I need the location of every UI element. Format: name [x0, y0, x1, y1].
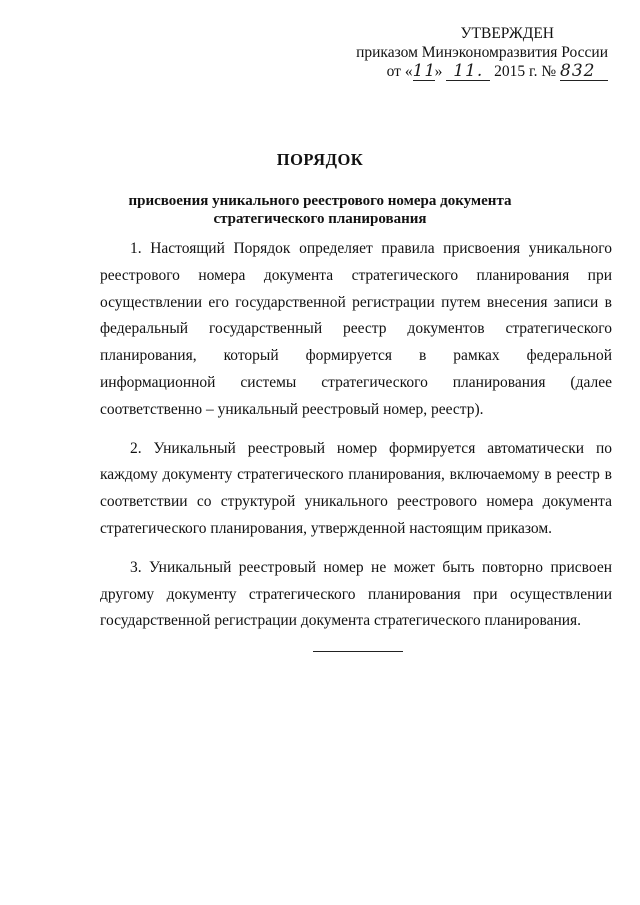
date-close-quote: »: [434, 63, 443, 80]
document-title: ПОРЯДОК: [276, 150, 364, 169]
approval-title: УТВЕРЖДЕН: [460, 25, 554, 42]
approval-date-line: [278, 62, 608, 81]
paragraph-3: 3. Уникальный реестровый номер не может быть повторно присвоен другому документу стратегического планирования при осуществлении государственной регистрации документа стратегического планирования.: [100, 558, 612, 630]
handwritten-day: 11: [412, 61, 437, 81]
approval-block: [278, 24, 608, 81]
document-subtitle: присвоения уникального реестрового номера документа стратегического планирования: [128, 193, 512, 227]
document-body: [100, 236, 612, 647]
paragraph-1: 1. Настоящий Порядок определяет правила присвоения уникального реестрового номера документа стратегического планирования при осуществлении его государственной регистрации путем внесения записи в федеральный государственный реестр документов стратегического планирования, который формируется в рамках федеральной информационной системы стратегического планирования (далее соответственно – уникальный реестровый номер, реестр).: [100, 240, 612, 418]
handwritten-month: 11.: [446, 64, 490, 81]
end-divider: [313, 651, 403, 652]
paragraph-2: 2. Уникальный реестровый номер формируется автоматически по каждому документу стратегического планирования, включаемому в реестр в соответствии со структурой уникального реестрового номера документа стратегического планирования, утвержденной настоящим приказом.: [100, 439, 612, 537]
handwritten-order-number: 832: [560, 64, 608, 81]
approval-order-line: приказом Минэкономразвития России: [356, 44, 608, 61]
date-prefix: от «: [386, 63, 413, 80]
year-and-number-label: 2015 г. №: [494, 63, 557, 80]
